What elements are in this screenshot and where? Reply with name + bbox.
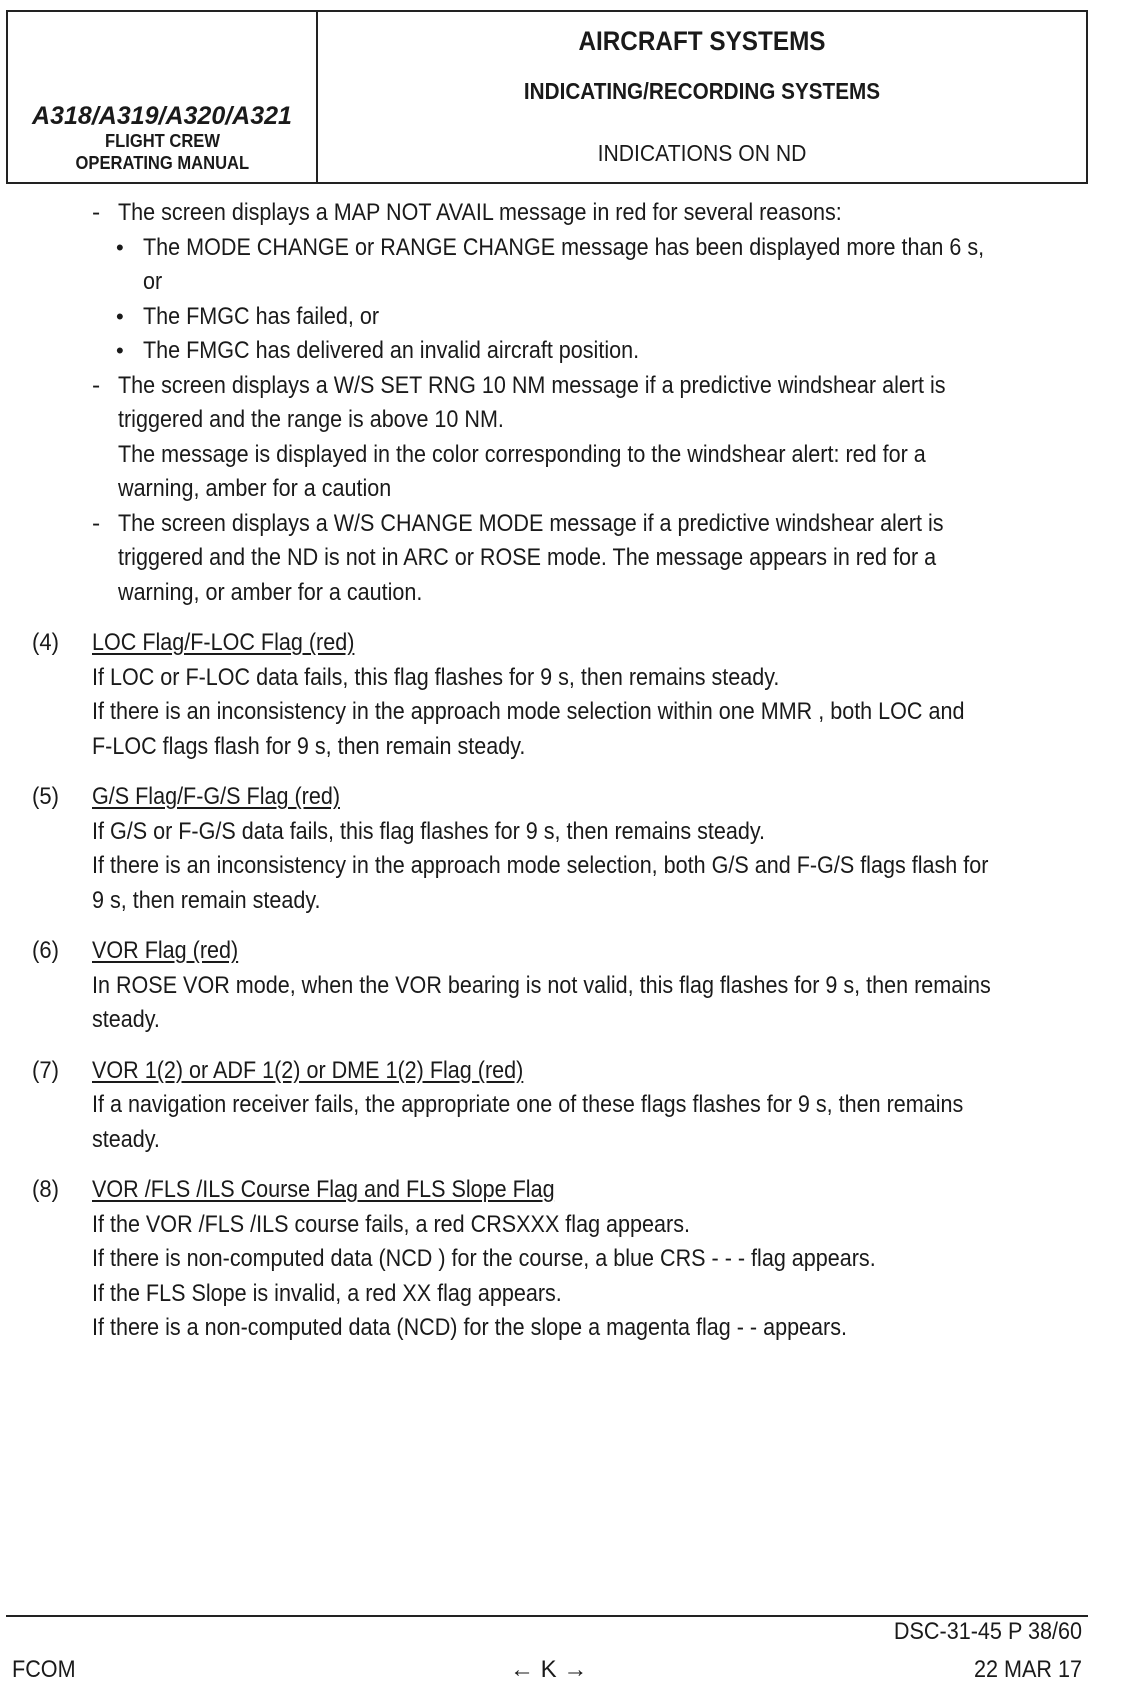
text-line: 9 s, then remain steady. bbox=[92, 886, 321, 914]
text-line: The screen displays a W/S SET RNG 10 NM message if a predictive windshear alert is bbox=[118, 371, 946, 399]
bullet-marker: • bbox=[116, 303, 124, 329]
section-heading: G/S Flag/F-G/S Flag (red) bbox=[92, 783, 340, 810]
text-line: If a navigation receiver fails, the appropriate one of these flags flashes for 9 s, then remains bbox=[92, 1091, 964, 1118]
text-line: If there is an inconsistency in the approach mode selection, both G/S and F-G/S flags flash for bbox=[92, 852, 989, 879]
page-reference: DSC-31-45 P 38/60 bbox=[893, 1618, 1082, 1645]
section-6 bbox=[0, 934, 1130, 1038]
section-number: (7) bbox=[32, 1056, 59, 1084]
bullet-item bbox=[0, 231, 1130, 300]
dash-marker: - bbox=[92, 509, 101, 537]
page-content bbox=[0, 196, 1130, 1346]
text-line: The screen displays a W/S CHANGE MODE message if a predictive windshear alert is bbox=[118, 509, 944, 537]
text-line: If the FLS Slope is invalid, a red XX flag appears. bbox=[92, 1279, 562, 1307]
text-line: If LOC or F-LOC data fails, this flag flashes for 9 s, then remains steady. bbox=[92, 663, 780, 691]
footer-divider bbox=[6, 1615, 1088, 1617]
text-line: The FMGC has delivered an invalid aircraft position. bbox=[143, 337, 640, 364]
section-title: INDICATING/RECORDING SYSTEMS bbox=[523, 78, 881, 104]
revision-date: 22 MAR 17 bbox=[973, 1656, 1082, 1683]
text-line: warning, or amber for a caution. bbox=[118, 578, 423, 606]
text-line: If G/S or F-G/S data fails, this flag flashes for 9 s, then remains steady. bbox=[92, 817, 766, 845]
list-item bbox=[0, 369, 1130, 507]
section-heading: VOR 1(2) or ADF 1(2) or DME 1(2) Flag (red) bbox=[92, 1056, 524, 1084]
text-line: In ROSE VOR mode, when the VOR bearing is not valid, this flag flashes for 9 s, then remains bbox=[92, 971, 991, 999]
section-heading: VOR /FLS /ILS Course Flag and FLS Slope Flag bbox=[92, 1176, 555, 1203]
text-line: If there is non-computed data (NCD ) for the course, a blue CRS - - - flag appears. bbox=[92, 1245, 876, 1272]
bullet-marker: • bbox=[116, 234, 124, 260]
dash-marker: - bbox=[92, 199, 101, 226]
text-line: F-LOC flags flash for 9 s, then remain steady. bbox=[92, 732, 526, 760]
bullet-marker: • bbox=[116, 338, 124, 363]
section-number: (4) bbox=[32, 629, 59, 656]
chapter-title: AIRCRAFT SYSTEMS bbox=[578, 26, 826, 56]
bullet-item bbox=[0, 300, 1130, 335]
footer-manual-label: FCOM bbox=[12, 1656, 76, 1683]
list-item bbox=[0, 196, 1130, 231]
text-line: If the VOR /FLS /ILS course fails, a red CRSXXX flag appears. bbox=[92, 1210, 690, 1238]
section-8 bbox=[0, 1173, 1130, 1346]
header-manual-id bbox=[8, 12, 318, 182]
text-line: The screen displays a MAP NOT AVAIL message in red for several reasons: bbox=[118, 199, 842, 226]
section-number: (6) bbox=[32, 937, 59, 964]
section-4 bbox=[0, 626, 1130, 764]
topic-title: INDICATIONS ON ND bbox=[597, 140, 807, 166]
dash-marker: - bbox=[92, 371, 101, 399]
section-7 bbox=[0, 1054, 1130, 1158]
section-number: (5) bbox=[32, 783, 59, 810]
text-line: The message is displayed in the color corresponding to the windshear alert: red for a bbox=[118, 440, 926, 468]
section-heading: VOR Flag (red) bbox=[92, 937, 239, 964]
aircraft-types: A318/A319/A320/A321 bbox=[32, 102, 292, 130]
text-line: triggered and the ND is not in ARC or ROSE mode. The message appears in red for a bbox=[118, 544, 937, 571]
text-line: warning, amber for a caution bbox=[118, 475, 392, 502]
text-line: If there is a non-computed data (NCD) for the slope a magenta flag - - appears. bbox=[92, 1314, 847, 1341]
text-line: The FMGC has failed, or bbox=[143, 302, 380, 330]
list-item bbox=[0, 507, 1130, 611]
text-line: triggered and the range is above 10 NM. bbox=[118, 406, 504, 433]
header-chapter bbox=[318, 12, 1086, 182]
page-header bbox=[6, 10, 1088, 184]
section-number: (8) bbox=[32, 1176, 59, 1203]
text-line: The MODE CHANGE or RANGE CHANGE message has been displayed more than 6 s, bbox=[143, 233, 985, 261]
footer-revision-marker: ← K → bbox=[510, 1656, 588, 1683]
operating-manual-label: OPERATING MANUAL bbox=[75, 153, 249, 173]
section-heading: LOC Flag/F-LOC Flag (red) bbox=[92, 629, 355, 656]
text-line: steady. bbox=[92, 1006, 160, 1033]
flight-crew-label: FLIGHT CREW bbox=[104, 131, 220, 151]
text-line: steady. bbox=[92, 1125, 160, 1153]
section-5 bbox=[0, 780, 1130, 918]
text-line: If there is an inconsistency in the approach mode selection within one MMR , both LOC and bbox=[92, 698, 965, 725]
bullet-item bbox=[0, 334, 1130, 369]
text-line: or bbox=[143, 268, 163, 295]
